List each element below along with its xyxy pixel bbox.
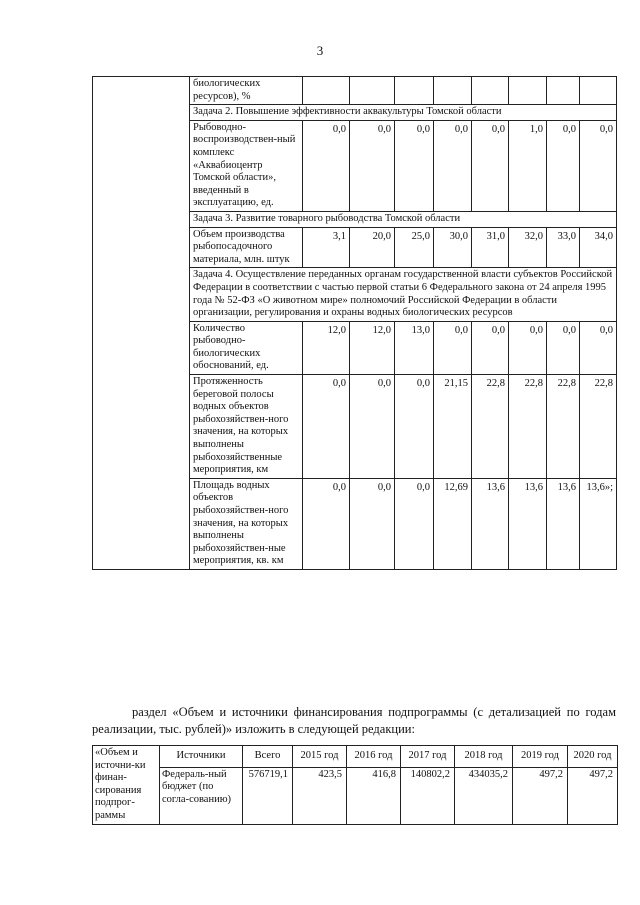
header-year: 2019 год bbox=[513, 746, 568, 768]
indicator-value: 30,0 bbox=[434, 227, 472, 268]
header-year: 2017 год bbox=[401, 746, 455, 768]
indicator-value: 31,0 bbox=[472, 227, 509, 268]
indicator-value: 0,0 bbox=[303, 478, 350, 569]
finance-table bbox=[92, 745, 618, 825]
indicator-value: 1,0 bbox=[509, 120, 547, 211]
indicator-row bbox=[93, 77, 617, 105]
indicator-value: 13,6»; bbox=[580, 478, 617, 569]
header-total: Всего bbox=[243, 746, 293, 768]
indicator-value: 13,6 bbox=[547, 478, 580, 569]
indicator-value: 22,8 bbox=[472, 375, 509, 479]
indicator-name: Объем производства рыбопосадочного материала, млн. штук bbox=[190, 227, 303, 268]
indicator-value: 33,0 bbox=[547, 227, 580, 268]
indicator-value: 22,8 bbox=[580, 375, 617, 479]
header-year: 2016 год bbox=[347, 746, 401, 768]
indicator-value: 0,0 bbox=[472, 120, 509, 211]
indicator-value bbox=[350, 77, 395, 105]
header-source: Источники bbox=[160, 746, 243, 768]
indicator-value: 0,0 bbox=[395, 375, 434, 479]
indicator-value bbox=[303, 77, 350, 105]
indicator-value: 0,0 bbox=[434, 120, 472, 211]
indicator-value: 25,0 bbox=[395, 227, 434, 268]
task-text: Задача 3. Развитие товарного рыбоводства Томской области bbox=[190, 211, 617, 227]
header-year: 2015 год bbox=[293, 746, 347, 768]
indicator-value: 0,0 bbox=[303, 120, 350, 211]
indicator-value: 12,0 bbox=[303, 321, 350, 374]
indicator-value: 0,0 bbox=[472, 321, 509, 374]
indicator-value bbox=[472, 77, 509, 105]
finance-value: 416,8 bbox=[347, 767, 401, 824]
indicator-value: 0,0 bbox=[547, 321, 580, 374]
indicator-name: биологических ресурсов), % bbox=[190, 77, 303, 105]
finance-value: 423,5 bbox=[293, 767, 347, 824]
blank-left-cell bbox=[93, 77, 190, 570]
indicator-value bbox=[434, 77, 472, 105]
indicator-value: 12,69 bbox=[434, 478, 472, 569]
indicator-value: 0,0 bbox=[350, 478, 395, 569]
indicator-value: 34,0 bbox=[580, 227, 617, 268]
indicator-value: 12,0 bbox=[350, 321, 395, 374]
finance-data-row bbox=[93, 767, 618, 824]
finance-value: 497,2 bbox=[568, 767, 618, 824]
finance-value: 140802,2 bbox=[401, 767, 455, 824]
indicator-value: 22,8 bbox=[509, 375, 547, 479]
indicator-value: 0,0 bbox=[395, 478, 434, 569]
indicator-value: 32,0 bbox=[509, 227, 547, 268]
finance-value: 434035,2 bbox=[455, 767, 513, 824]
page-number: 3 bbox=[316, 43, 324, 58]
indicator-value: 13,6 bbox=[472, 478, 509, 569]
finance-source: Федераль-ный бюджет (по согла-сованию) bbox=[160, 767, 243, 824]
indicators-table bbox=[92, 76, 617, 570]
header-year: 2020 год bbox=[568, 746, 618, 768]
indicator-name: Количество рыбоводно-биологических обоснований, ед. bbox=[190, 321, 303, 374]
indicator-name: Протяженность береговой полосы водных объектов рыбохозяйствен-ного значения, на которых выполнены рыбохозяйственные мероприятия, км bbox=[190, 375, 303, 479]
indicator-value: 21,15 bbox=[434, 375, 472, 479]
finance-label: «Объем и источни-ки финан-сирования подпрог-раммы bbox=[93, 746, 160, 825]
indicator-value bbox=[509, 77, 547, 105]
finance-value: 497,2 bbox=[513, 767, 568, 824]
indicator-value bbox=[580, 77, 617, 105]
finance-total: 576719,1 bbox=[243, 767, 293, 824]
indicator-value: 0,0 bbox=[395, 120, 434, 211]
task-text: Задача 2. Повышение эффективности аквакультуры Томской области bbox=[190, 105, 617, 121]
header-year: 2018 год bbox=[455, 746, 513, 768]
indicator-value: 0,0 bbox=[580, 321, 617, 374]
indicator-value: 0,0 bbox=[350, 120, 395, 211]
indicator-value: 0,0 bbox=[350, 375, 395, 479]
indicator-value bbox=[547, 77, 580, 105]
indicator-value: 0,0 bbox=[303, 375, 350, 479]
indicator-name: Рыбоводно-воспроизводствен-ный комплекс «Аквабиоцентр Томской области», введенный в эксплуатацию, ед. bbox=[190, 120, 303, 211]
indicator-value: 20,0 bbox=[350, 227, 395, 268]
indicator-name: Площадь водных объектов рыбохозяйствен-ного значения, на которых выполнены рыбохозяйствен-ные мероприятия, кв. км bbox=[190, 478, 303, 569]
indicator-value: 3,1 bbox=[303, 227, 350, 268]
indicator-value: 22,8 bbox=[547, 375, 580, 479]
indicator-value: 13,6 bbox=[509, 478, 547, 569]
indicator-value: 0,0 bbox=[509, 321, 547, 374]
section-paragraph: раздел «Объем и источники финансирования подпрограммы (с детализацией по годам реализации, тыс. рублей)» изложить в следующей редакции: bbox=[92, 705, 616, 736]
indicator-value: 0,0 bbox=[580, 120, 617, 211]
finance-header-row bbox=[93, 746, 618, 768]
indicator-value: 13,0 bbox=[395, 321, 434, 374]
indicator-value: 0,0 bbox=[434, 321, 472, 374]
task-text: Задача 4. Осуществление переданных органам государственной власти субъектов Российской Федерации в соответствии с частью первой статьи 6 Федерального закона от 24 апреля 1995 года № 52-ФЗ «О животном мире» полномочий Российской Федерации в области организации, регулирования и охраны водных биологических ресурсов bbox=[190, 268, 617, 321]
indicator-value bbox=[395, 77, 434, 105]
indicator-value: 0,0 bbox=[547, 120, 580, 211]
